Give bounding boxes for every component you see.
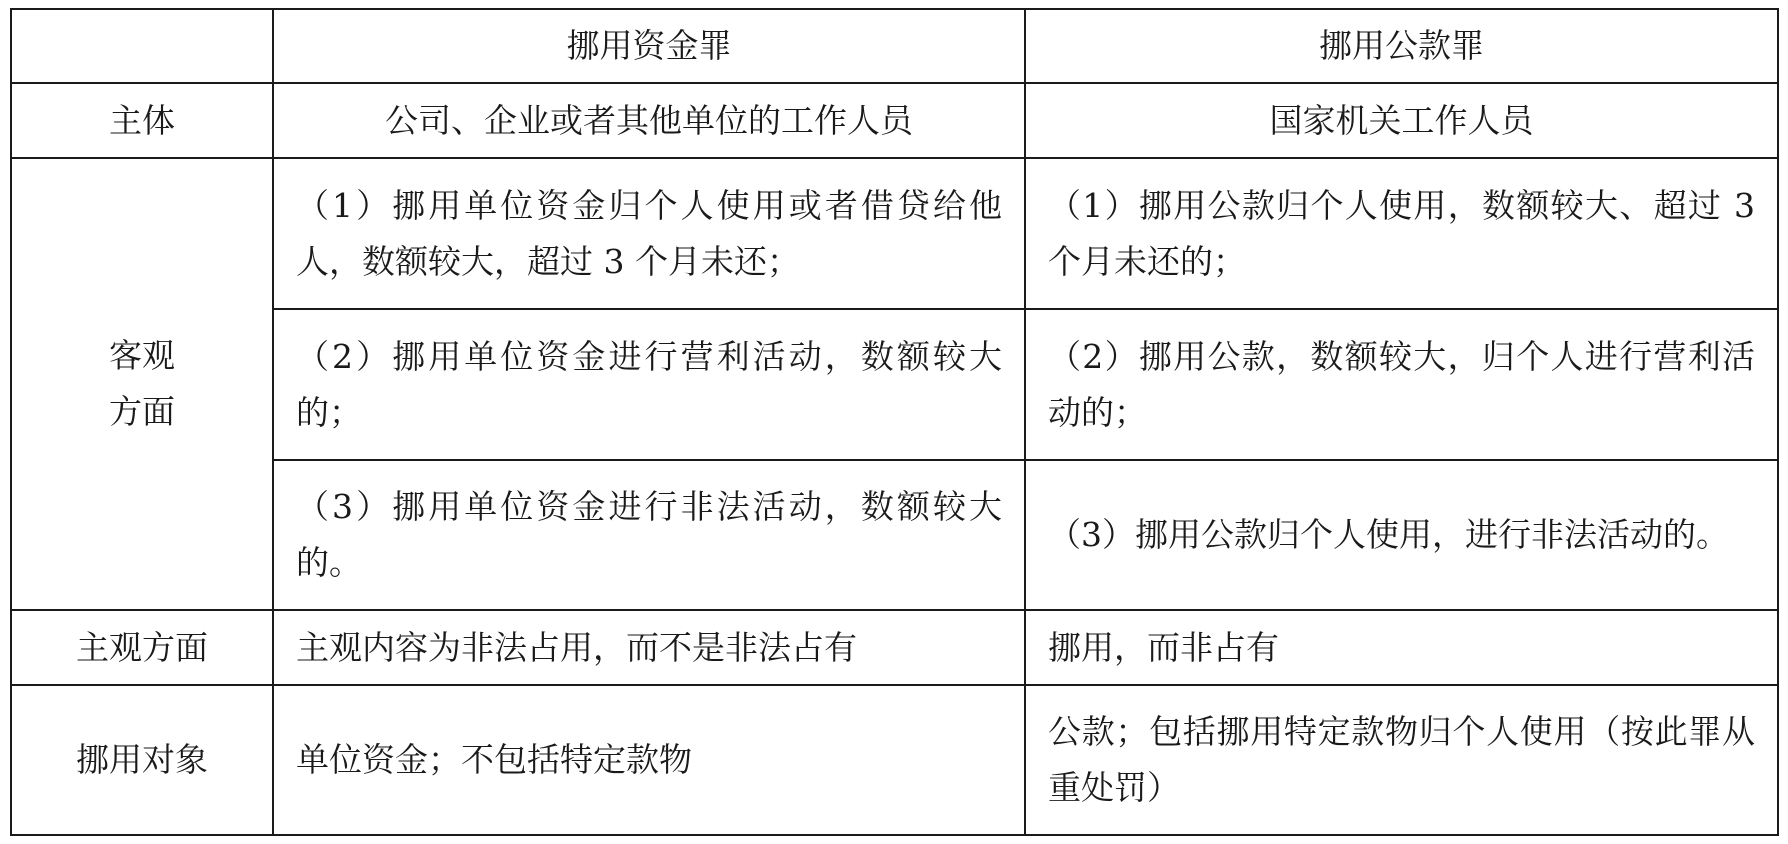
subject-funds-cell: 公司、企业或者其他单位的工作人员	[273, 83, 1025, 158]
objective-public-funds-item-3: （3）挪用公款归个人使用，进行非法活动的。	[1025, 460, 1778, 610]
target-public-funds-cell: 公款；包括挪用特定款物归个人使用（按此罪从重处罚）	[1025, 685, 1778, 835]
row-label-subject: 主体	[11, 83, 273, 158]
objective-row-1	[11, 158, 1778, 309]
row-label-target: 挪用对象	[11, 685, 273, 835]
objective-public-funds-item-2: （2）挪用公款，数额较大，归个人进行营利活动的；	[1025, 309, 1778, 460]
objective-funds-item-1: （1）挪用单位资金归个人使用或者借贷给他人，数额较大，超过 3 个月未还；	[273, 158, 1025, 309]
row-label-subjective: 主观方面	[11, 610, 273, 685]
subject-row	[11, 83, 1778, 158]
objective-public-funds-item-1: （1）挪用公款归个人使用，数额较大、超过 3 个月未还的；	[1025, 158, 1778, 309]
row-label-objective-line1: 客观	[109, 336, 175, 375]
header-corner-cell	[11, 9, 273, 83]
header-row	[11, 9, 1778, 83]
objective-row-3	[11, 460, 1778, 610]
target-funds-cell: 单位资金；不包括特定款物	[273, 685, 1025, 835]
subjective-funds-cell: 主观内容为非法占用，而不是非法占有	[273, 610, 1025, 685]
subjective-row	[11, 610, 1778, 685]
target-row	[11, 685, 1778, 835]
comparison-table	[10, 8, 1779, 836]
objective-funds-item-2: （2）挪用单位资金进行营利活动，数额较大的；	[273, 309, 1025, 460]
row-label-objective	[11, 158, 273, 610]
subject-public-funds-cell: 国家机关工作人员	[1025, 83, 1778, 158]
header-embezzle-public-funds: 挪用公款罪	[1025, 9, 1778, 83]
objective-funds-item-3: （3）挪用单位资金进行非法活动，数额较大的。	[273, 460, 1025, 610]
objective-row-2	[11, 309, 1778, 460]
subjective-public-funds-cell: 挪用，而非占有	[1025, 610, 1778, 685]
header-embezzle-funds: 挪用资金罪	[273, 9, 1025, 83]
row-label-objective-line2: 方面	[109, 392, 175, 431]
